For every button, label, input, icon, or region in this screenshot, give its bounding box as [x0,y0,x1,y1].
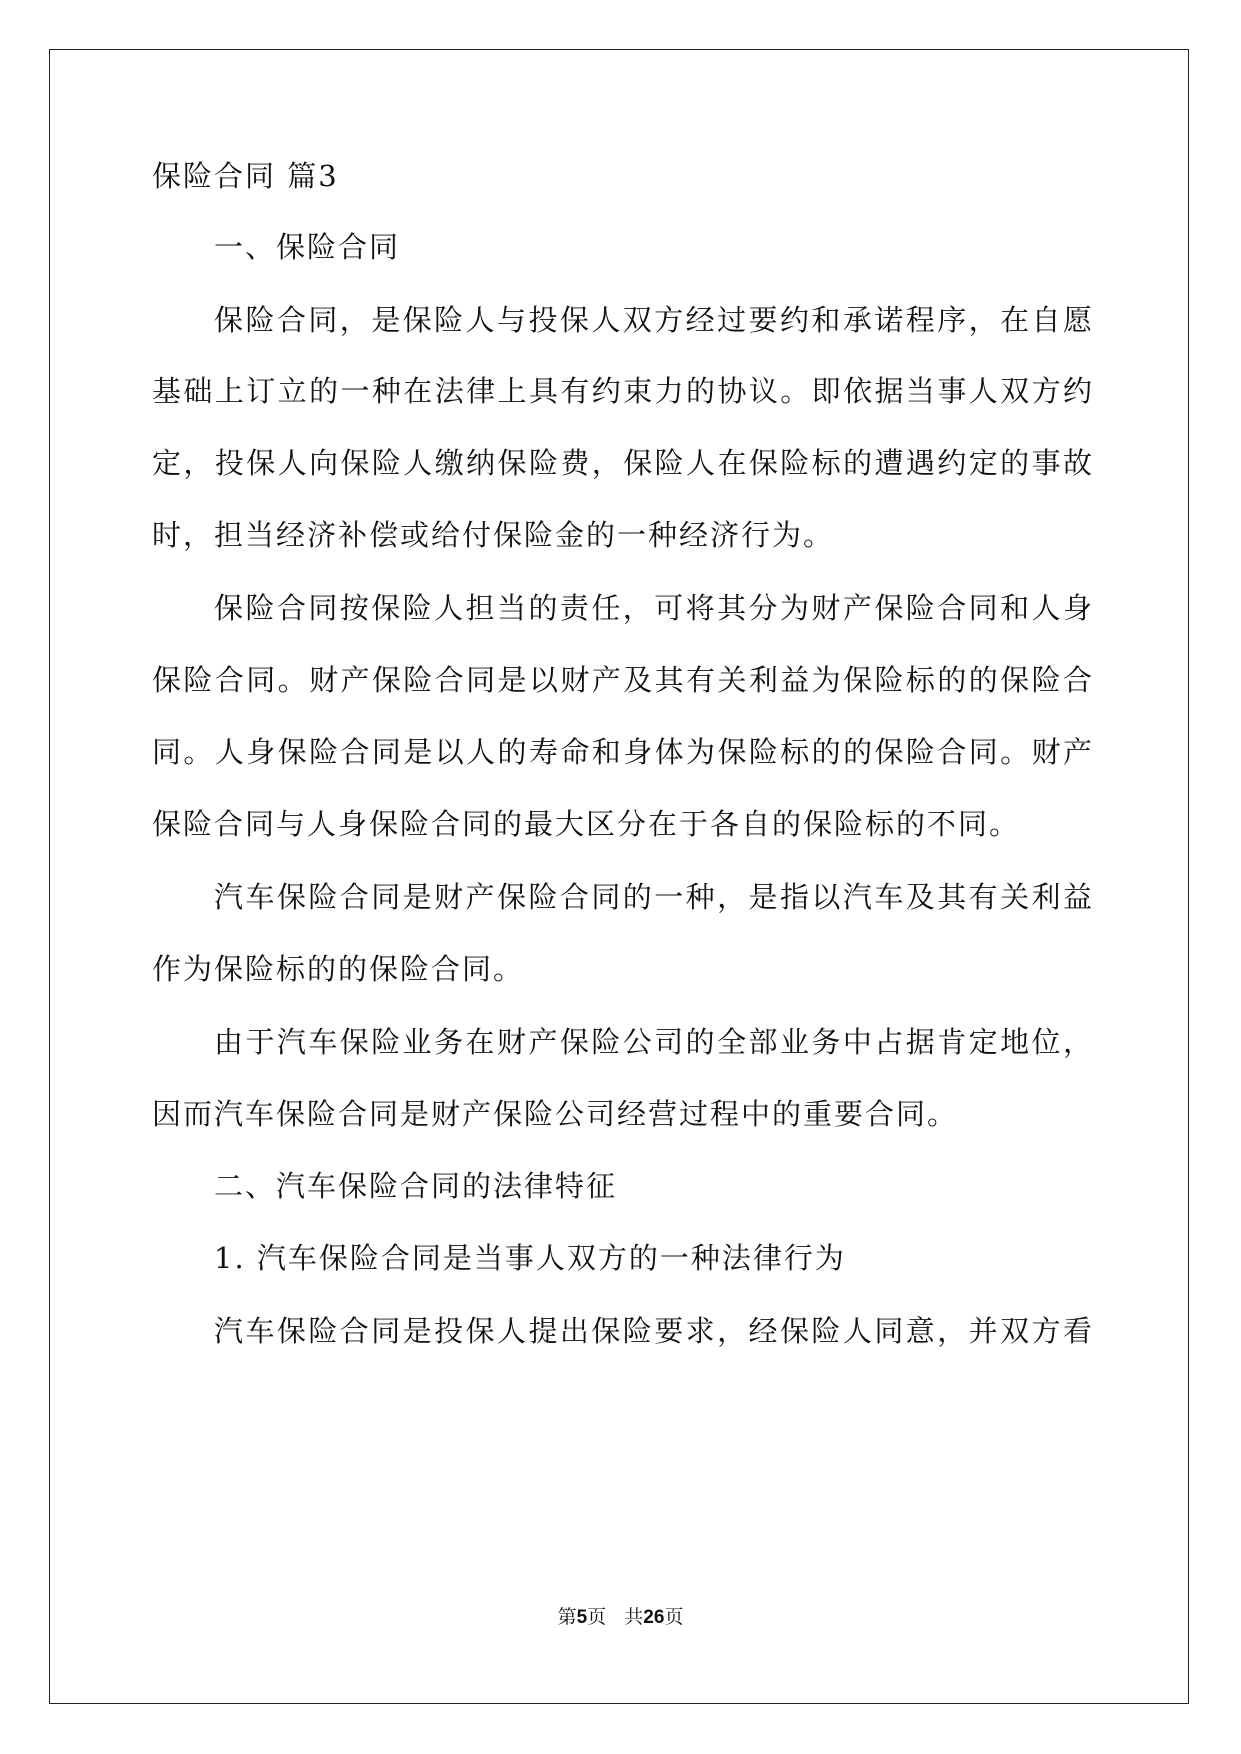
footer-total-suffix: 页 [664,1606,684,1628]
footer-prefix: 第 [557,1606,577,1628]
footer-total-pages: 26 [643,1607,665,1628]
paragraph-line: 汽车保险合同是财产保险合同的一种，是指以汽车及其有关利益 [214,880,1092,914]
document-title: 保险合同 篇3 [152,159,339,193]
paragraph-line: 保险合同。财产保险合同是以财产及其有关利益为保险标的的保险合 [152,663,1092,697]
page-border [49,49,1189,1704]
section-heading-1: 一、保险合同 [214,230,401,264]
footer-page-suffix: 页 [587,1606,607,1628]
section-heading-2: 二、汽车保险合同的法律特征 [214,1169,618,1203]
paragraph-line: 由于汽车保险业务在财产保险公司的全部业务中占据肯定地位， [214,1025,1092,1059]
paragraph-line: 时，担当经济补偿或给付保险金的一种经济行为。 [152,518,835,552]
paragraph-line: 作为保险标的的保险合同。 [152,952,525,986]
footer-page-number: 5 [576,1607,588,1628]
paragraph-line: 基础上订立的一种在法律上具有约束力的协议。即依据当事人双方约 [152,374,1092,408]
page-footer [0,1605,1241,1630]
footer-total-prefix: 共 [624,1606,644,1628]
item-heading-1: 1. 汽车保险合同是当事人双方的一种法律行为 [214,1241,846,1275]
paragraph-line: 保险合同，是保险人与投保人双方经过要约和承诺程序，在自愿 [214,303,1092,337]
paragraph-line: 因而汽车保险合同是财产保险公司经营过程中的重要合同。 [152,1097,959,1131]
paragraph-line: 同。人身保险合同是以人的寿命和身体为保险标的的保险合同。财产 [152,735,1092,769]
paragraph-line: 保险合同按保险人担当的责任，可将其分为财产保险合同和人身 [214,591,1092,625]
paragraph-line: 保险合同与人身保险合同的最大区分在于各自的保险标的不同。 [152,807,1021,841]
paragraph-line: 定，投保人向保险人缴纳保险费，保险人在保险标的遭遇约定的事故 [152,446,1092,480]
paragraph-line: 汽车保险合同是投保人提出保险要求，经保险人同意，并双方看 [214,1314,1092,1348]
